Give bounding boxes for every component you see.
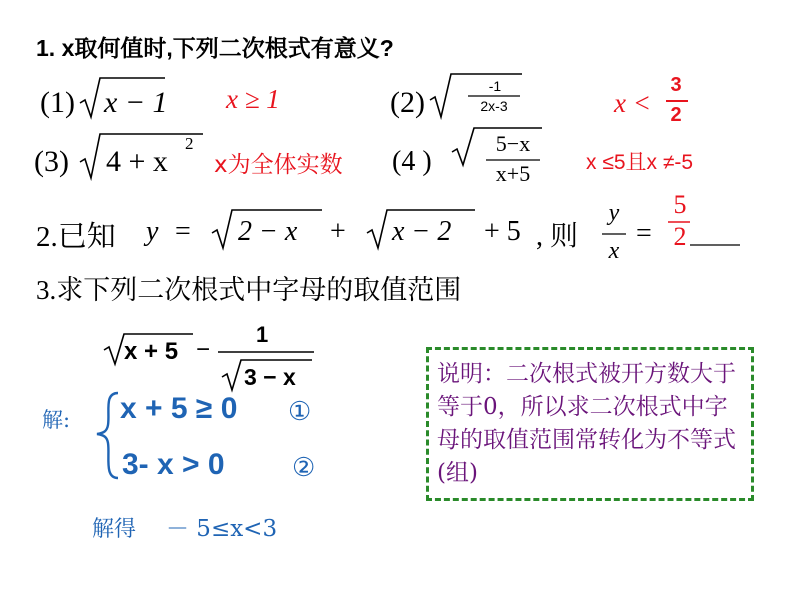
q1-item2-answer-num: 3 bbox=[670, 74, 682, 96]
q2-equals2: = bbox=[636, 218, 652, 249]
q2-answer-den: 2 bbox=[673, 222, 687, 251]
q2-y: y bbox=[146, 216, 159, 247]
q2-frac-num: y bbox=[608, 200, 620, 226]
q3-title: 3.求下列二次根式中字母的取值范围 bbox=[36, 275, 462, 305]
q2-label: 2.已知 bbox=[36, 221, 116, 253]
q2-tail: + 5 bbox=[484, 216, 521, 247]
q1-item2-frac-num: -1 bbox=[488, 78, 502, 94]
q1-item1-answer: x ≥ 1 bbox=[226, 84, 280, 114]
q1-item2-frac-den: 2x-3 bbox=[480, 98, 508, 114]
q1-item4-answer: x ≤5且x ≠-5 bbox=[586, 151, 694, 174]
q2-radicand2: x − 2 bbox=[392, 216, 452, 247]
q3-result-label: 解得 bbox=[92, 517, 137, 542]
q1-item4-frac-num: 5−x bbox=[495, 131, 531, 156]
q1-item4-frac-den: x+5 bbox=[495, 161, 531, 186]
q2-plus: + bbox=[330, 216, 346, 247]
q3-solve-label: 解: bbox=[42, 408, 71, 432]
q1-item2-answer-prefix: x < bbox=[614, 88, 651, 118]
q2-answer-num: 5 bbox=[673, 190, 687, 219]
q1-item1-label: (1) bbox=[40, 86, 75, 119]
q1-item1-radicand: x − 1 bbox=[104, 86, 168, 119]
q1-item2-label: (2) bbox=[390, 86, 425, 119]
q1-item3-label: (3) bbox=[34, 145, 69, 178]
q3-mark-2: ② bbox=[292, 452, 316, 482]
q1-item3-radicand-base: 4 + x bbox=[106, 145, 168, 178]
q3-frac-den-radicand: 3 − x bbox=[244, 364, 296, 390]
q2-equals: = bbox=[175, 216, 191, 247]
q1-item3-answer: x为全体实数 bbox=[214, 152, 343, 178]
q1-item4-label: (4 ) bbox=[392, 146, 432, 177]
q3-mark-1: ① bbox=[288, 396, 312, 426]
q2-frac-den: x bbox=[608, 238, 620, 264]
q1-title: 1. x取何值时,下列二次根式有意义? bbox=[36, 35, 394, 61]
q3-frac-num: 1 bbox=[256, 322, 269, 347]
note-text: 说明：二次根式被开方数大于等于0，所以求二次根式中字母的取值范围常转化为不等式(组) bbox=[437, 361, 736, 486]
q3-inequality-1: x + 5 ≥ 0 bbox=[120, 392, 238, 425]
q2-then: , 则 bbox=[536, 221, 579, 252]
q3-result: － 5≤x<3 bbox=[166, 516, 278, 542]
note-box bbox=[426, 347, 754, 501]
q1-item2-answer-den: 2 bbox=[670, 104, 682, 126]
q2-radicand1: 2 − x bbox=[238, 216, 298, 247]
q1-item3-radicand-exp: 2 bbox=[185, 134, 194, 153]
q3-expr-radicand: x + 5 bbox=[124, 338, 179, 365]
q3-inequality-2: 3- x > 0 bbox=[122, 448, 225, 481]
q3-minus: − bbox=[196, 336, 211, 363]
